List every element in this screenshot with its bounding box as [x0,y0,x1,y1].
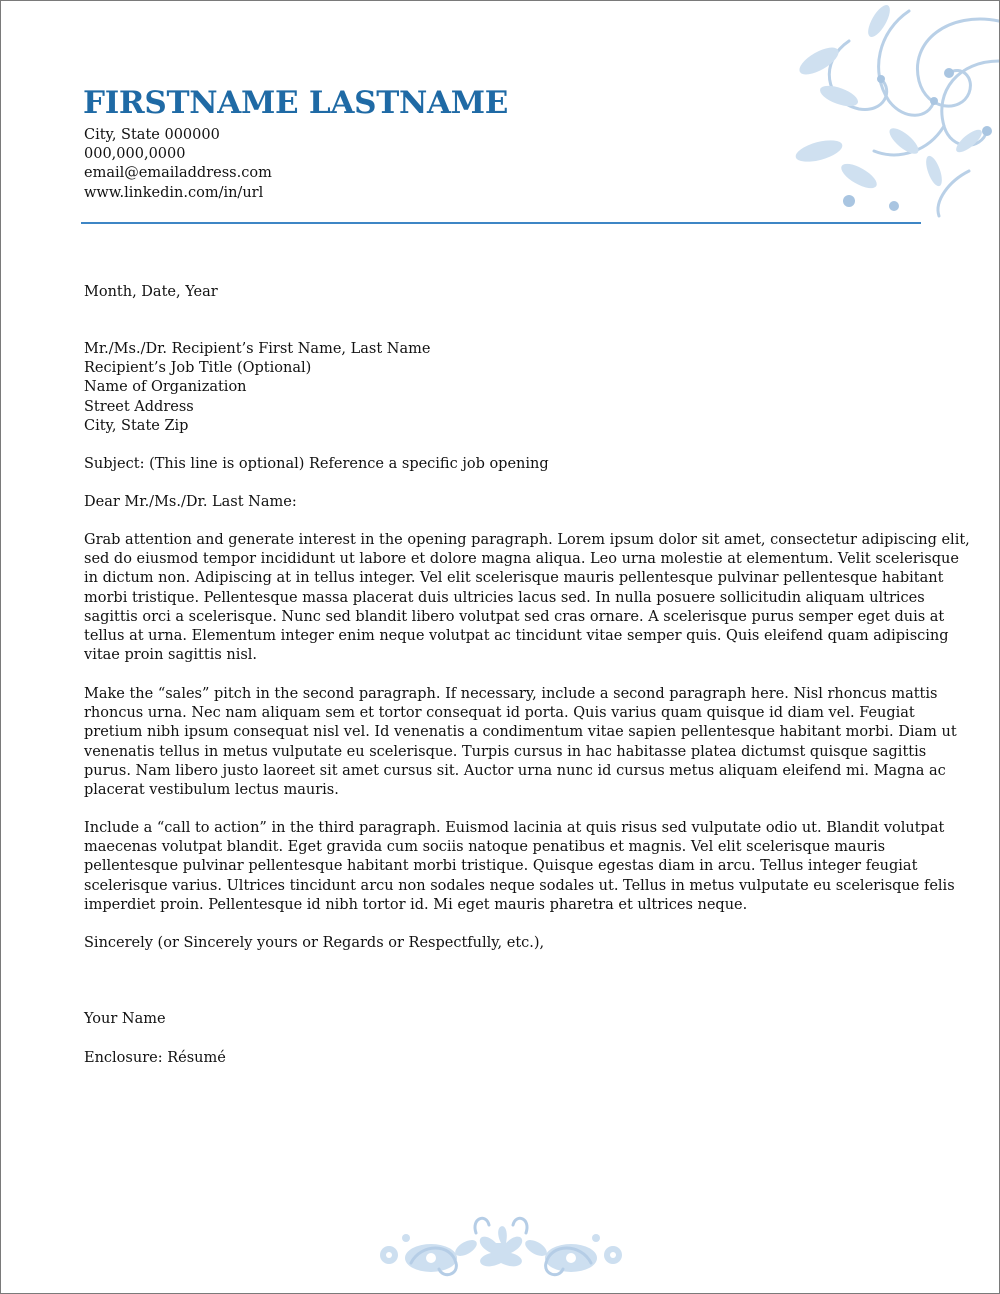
applicant-name: FIRSTNAME LASTNAME [83,85,509,121]
recipient-block [84,340,924,436]
paragraph-line: sagittis orci a scelerisque. Nunc sed blandit libero volutpat sed cras ornare. A scelerisque purus semper eget duis at [84,608,945,625]
enclosure-line: Enclosure: Résumé [84,1050,226,1066]
paragraph-line: morbi tristique. Pellentesque massa placerat duis ultricies lacus sed. In nulla posuere sollicitudin aliquam ultrices [84,589,925,606]
header-divider [81,222,921,224]
floral-border-ornament-icon [371,1213,631,1293]
contact-phone: 000,000,0000 [84,146,186,163]
closing-line: Sincerely (or Sincerely yours or Regards or Respectfully, etc.), [84,935,545,951]
paragraph-line: Make the “sales” pitch in the second paragraph. If necessary, include a second paragraph here. Nisl rhoncus mattis [84,686,938,702]
paragraph-line: scelerisque varius. Ultrices tincidunt arcu non sodales neque sodales ut. Tellus in metus vulputate eu scelerisque felis [84,877,955,894]
contact-city-state: City, State 000000 [84,127,220,143]
signature-name: Your Name [84,1011,166,1027]
paragraph-line: imperdiet proin. Pellentesque id nibh tortor id. Mi eget mauris pharetra et ultrices neque. [84,896,748,913]
paragraph-line: in dictum non. Adipiscing at in tellus integer. Vel elit scelerisque mauris pellentesque pulvinar pellentesque habitant [84,570,944,587]
paragraph-line: pretium nibh ipsum consequat nisl vel. Id venenatis a condimentum vitae sapien pellentesque habitant morbi. Diam ut [84,724,957,741]
contact-linkedin: www.linkedin.com/in/url [84,184,264,201]
recipient-job-title: Recipient’s Job Title (Optional) [84,360,312,377]
paragraph-line: rhoncus urna. Nec nam aliquam sem et tortor consequat id porta. Quis varius quam quisque id diam vel. Feugiat [84,705,915,722]
contact-email: email@emailaddress.com [84,165,272,182]
floral-swirl-ornament-icon [699,1,999,221]
recipient-street: Street Address [84,398,194,415]
opening-paragraph [84,531,970,665]
subject-line: Subject: (This line is optional) Reference a specific job opening [84,456,549,472]
paragraph-line: vitae proin sagittis nisl. [84,647,258,664]
paragraph-line: placerat vestibulum lectus mauris. [84,782,339,799]
recipient-organization: Name of Organization [84,379,247,396]
salutation: Dear Mr./Ms./Dr. Last Name: [84,494,297,510]
sales-paragraph [84,685,957,800]
paragraph-line: maecenas volutpat blandit. Eget gravida cum sociis natoque penatibus et magnis. Vel elit scelerisque mauris [84,839,886,856]
recipient-name: Mr./Ms./Dr. Recipient’s First Name, Last Name [84,341,431,357]
paragraph-line: pellentesque pulvinar pellentesque habitant morbi tristique. Quisque egestas diam in arcu. Tellus integer feugiat [84,858,918,875]
contact-block [84,126,272,203]
paragraph-line: Include a “call to action” in the third paragraph. Euismod lacinia at quis risus sed vulputate odio ut. Blandit volutpat [84,820,945,836]
recipient-city-state-zip: City, State Zip [84,417,189,434]
call-to-action-paragraph [84,819,955,915]
paragraph-line: sed do eiusmod tempor incididunt ut labore et dolore magna aliqua. Leo urna molestie at elementum. Velit scelerisque [84,551,959,568]
paragraph-line: Grab attention and generate interest in the opening paragraph. Lorem ipsum dolor sit amet, consectetur adipiscing elit, [84,532,970,548]
paragraph-line: purus. Nam libero justo laoreet sit amet cursus sit. Auctor urna nunc id cursus metus aliquam eleifend mi. Magna ac [84,762,946,779]
letter-date: Month, Date, Year [84,284,218,300]
paragraph-line: tellus at urna. Elementum integer enim neque volutpat ac tincidunt vitae semper quis. Quis eleifend quam adipiscing [84,628,949,645]
paragraph-line: venenatis tellus in metus vulputate eu scelerisque. Turpis cursus in hac habitasse platea dictumst quisque sagittis [84,743,927,760]
